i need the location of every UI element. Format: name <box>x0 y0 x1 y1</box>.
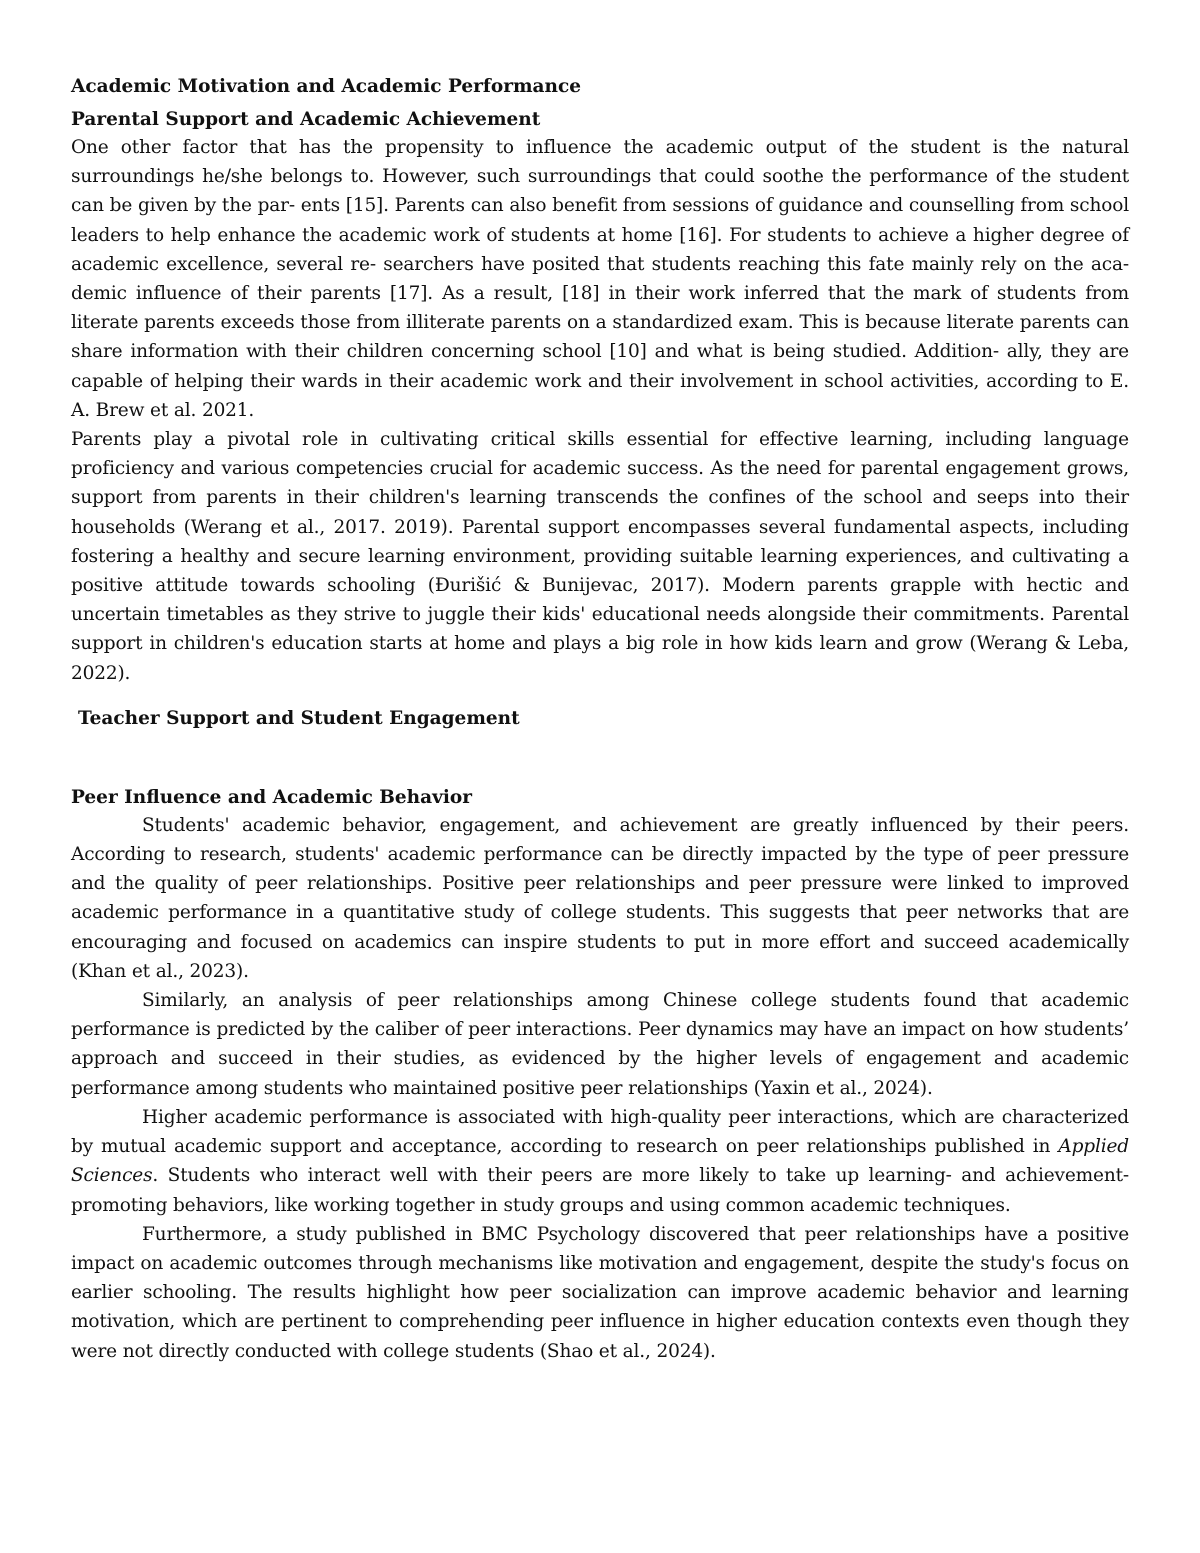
paragraph-peer-3-text-start: Higher academic performance is associated with high-quality peer interactions, which are characterized by mutual academic support and acceptance, according to research on peer relationships published in <box>71 1106 1129 1158</box>
paragraph-peer-3 <box>71 1103 1129 1220</box>
paragraph-peer-1: Students' academic behavior, engagement, and achievement are greatly influenced by their peers. According to research, students' academic performance can be directly impacted by the type of peer pressure and the quality of peer relationships. Positive peer relationships and peer pressure were linked to improved academic performance in a quantitative study of college students. This suggests that peer networks that are encouraging and focused on academics can inspire students to put in more effort and succeed academically (Khan et al., 2023). <box>71 814 1129 982</box>
paragraph-peer-2: Similarly, an analysis of peer relationships among Chinese college students found that academic performance is predicted by the caliber of peer interactions. Peer dynamics may have an impact on how students’ approach and succeed in their studies, as evidenced by the higher levels of engagement and academic performance among students who maintained positive peer relationships (Yaxin et al., 2024). <box>71 990 1129 1099</box>
paragraph-parental-1: One other factor that has the propensity to influence the academic output of the student is the natural surroundings he/she belongs to. However, such surroundings that could soothe the performance of the student can be given by the par- ents [15]. Parents can also benefit from sessions of guidance and counselling from school leaders to help enhance the academic work of students at home [16]. For students to achieve a higher degree of academic excellence, several re- searchers have posited that students reaching this fate mainly rely on the aca- demic influence of their parents [17]. As a result, [18] in their work inferred that the mark of students from literate parents exceeds those from illiterate parents on a standardized exam. This is because literate parents can share information with their children concerning school [10] and what is being studied. Addition- ally, they are capable of helping their wards in their academic work and their involvement in school activities, according to E. A. Brew et al. 2021. <box>71 137 1129 421</box>
paragraph-peer-3-text-end: . Students who interact well with their peers are more likely to take up learning- and achievement-promoting behaviors, like working together in study groups and using common academic techniques. <box>71 1165 1129 1216</box>
heading-parental-support: Parental Support and Academic Achievement <box>71 109 541 130</box>
paragraph-parental-2: Parents play a pivotal role in cultivating critical skills essential for effective learning, including language proficiency and various competencies crucial for academic success. As the need for parental engagement grows, support from parents in their children's learning transcends the confines of the school and seeps into their households (Werang et al., 2017. 2019). Parental support encompasses several fundamental aspects, including fostering a healthy and secure learning environment, providing suitable learning experiences, and cultivating a positive attitude towards schooling (Đurišić & Bunijevac, 2017). Modern parents grapple with hectic and uncertain timetables as they strive to juggle their kids' educational needs alongside their commitments. Parental support in children's education starts at home and plays a big role in how kids learn and grow (Werang & Leba, 2022). <box>71 429 1129 684</box>
heading-peer-influence: Peer Influence and Academic Behavior <box>71 786 472 808</box>
heading-academic-motivation: Academic Motivation and Academic Performance <box>71 76 582 97</box>
journal-title-applied-sciences: Applied Sciences <box>71 1136 1129 1187</box>
heading-teacher-support: Teacher Support and Student Engagement <box>78 707 520 729</box>
paragraph-peer-4: Furthermore, a study published in BMC Psychology discovered that peer relationships have a positive impact on academic outcomes through mechanisms like motivation and engagement, despite the study's focus on earlier schooling. The results highlight how peer socialization can improve academic behavior and learning motivation, which are pertinent to comprehending peer influence in higher education contexts even though they were not directly conducted with college students (Shao et al., 2024). <box>71 1223 1129 1362</box>
